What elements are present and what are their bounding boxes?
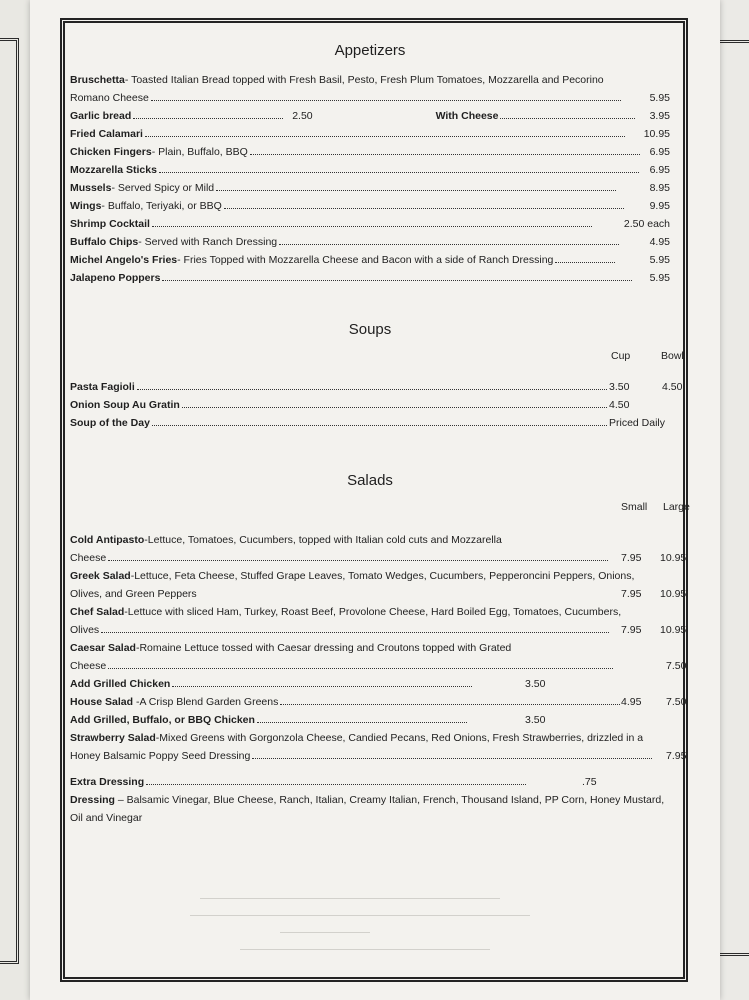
item-name: Pasta Fagioli xyxy=(70,381,135,393)
item-name: Caesar Salad xyxy=(70,642,136,654)
cup-price: 3.50 xyxy=(609,381,630,393)
menu-item-garlic-bread xyxy=(70,107,670,125)
salads-column-headers xyxy=(70,501,690,519)
right-page-border xyxy=(717,40,749,956)
item-desc: -Lettuce, Feta Cheese, Stuffed Grape Leaves, Tomato Wedges, Cucumbers, Pepperoncini Peppers, Onions, xyxy=(130,570,635,582)
large-price: 10.95 xyxy=(660,588,687,600)
item-name: Wings xyxy=(70,200,102,212)
large-price: 10.95 xyxy=(660,552,687,564)
soup-onion-au-gratin xyxy=(70,396,670,414)
item-price: 6.95 xyxy=(649,146,670,158)
item-price: 9.95 xyxy=(649,200,670,212)
item-desc-cont: Cheese xyxy=(70,660,107,672)
salad-house xyxy=(70,693,687,711)
salad-extra-dressing xyxy=(70,773,670,791)
salad-add-bbq-chicken xyxy=(70,711,670,729)
menu-item-fried-calamari xyxy=(70,125,670,143)
item-name: Add Grilled Chicken xyxy=(70,678,171,690)
menu-item-jalapeno-poppers xyxy=(70,269,670,287)
item-price: 2.50 xyxy=(292,110,313,122)
salad-strawberry xyxy=(70,729,670,747)
item-desc: - Fries Topped with Mozzarella Cheese and Bacon with a side of Ranch Dressing xyxy=(177,254,554,266)
item-name: Dressing xyxy=(70,794,115,806)
item-name: Shrimp Cocktail xyxy=(70,218,150,230)
item-desc-cont: Honey Balsamic Poppy Seed Dressing xyxy=(70,750,251,762)
menu-item-shrimp-cocktail xyxy=(70,215,670,233)
item-name: Buffalo Chips xyxy=(70,236,139,248)
soup-of-the-day xyxy=(70,414,670,432)
item-name: Garlic bread xyxy=(70,110,132,122)
cup-price: Priced Daily xyxy=(609,417,666,429)
item-desc-cont: Olives xyxy=(70,624,100,636)
salad-strawberry-cont xyxy=(70,747,687,765)
item-desc: -Lettuce, Tomatoes, Cucumbers, topped with Italian cold cuts and Mozzarella xyxy=(144,534,502,546)
item-name: Onion Soup Au Gratin xyxy=(70,399,180,411)
item-name: Jalapeno Poppers xyxy=(70,272,161,284)
left-page-border xyxy=(0,38,19,964)
bleed-through-text xyxy=(180,882,560,950)
bowl-price: 4.50 xyxy=(662,381,683,393)
bowl-header: Bowl xyxy=(661,350,684,362)
large-price: 7.95 xyxy=(666,750,687,762)
small-price: 4.95 xyxy=(621,696,642,708)
item-price: 2.50 each xyxy=(623,218,670,230)
item-name: Michel Angelo's Fries xyxy=(70,254,178,266)
soups-title: Soups xyxy=(348,321,392,338)
item-name: Mozzarella Sticks xyxy=(70,164,157,176)
large-price: 7.50 xyxy=(666,660,687,672)
menu-content xyxy=(70,30,690,827)
salad-caesar-cont xyxy=(70,657,687,675)
item-desc: -Mixed Greens with Gorgonzola Cheese, Candied Pecans, Red Onions, Fresh Strawberries, drizzled in a xyxy=(155,732,644,744)
menu-item-buffalo-chips xyxy=(70,233,670,251)
salad-chef-cont xyxy=(70,621,687,639)
item-desc: - Served with Ranch Dressing xyxy=(138,236,278,248)
item-price: 6.95 xyxy=(649,164,670,176)
item-desc: - Toasted Italian Bread topped with Fresh Basil, Pesto, Fresh Plum Tomatoes, Mozzarella and Pecorino xyxy=(124,74,604,86)
item-desc: - Buffalo, Teriyaki, or BBQ xyxy=(101,200,222,212)
item-name: Mussels xyxy=(70,182,112,194)
menu-item-mussels xyxy=(70,179,670,197)
salad-cold-antipasto xyxy=(70,531,670,549)
salad-dressing-options xyxy=(70,791,670,827)
item-name: Add Grilled, Buffalo, or BBQ Chicken xyxy=(70,714,255,726)
menu-item-wings xyxy=(70,197,670,215)
menu-item-bruschetta-cont xyxy=(70,89,670,107)
item-name: Chef Salad xyxy=(70,606,125,618)
salad-greek xyxy=(70,567,670,585)
small-price: 7.95 xyxy=(621,552,642,564)
menu-item-chicken-fingers xyxy=(70,143,670,161)
item-desc-cont: Olives, and Green Peppers xyxy=(70,588,197,600)
item-name: Chicken Fingers xyxy=(70,146,152,158)
item-name: Extra Dressing xyxy=(70,776,145,788)
item-name: Strawberry Salad xyxy=(70,732,156,744)
menu-item-michel-angelos-fries xyxy=(70,251,670,269)
item-name: Soup of the Day xyxy=(70,417,150,429)
item-desc-cont: Romano Cheese xyxy=(70,92,149,104)
item-desc: - Plain, Buffalo, BBQ xyxy=(151,146,248,158)
item-desc: -A Crisp Blend Garden Greens xyxy=(133,696,279,708)
large-price: 10.95 xyxy=(660,624,687,636)
cup-header: Cup xyxy=(611,350,631,362)
small-price: 7.95 xyxy=(621,624,642,636)
addon-price: 3.50 xyxy=(525,678,546,690)
item-desc: -Lettuce with sliced Ham, Turkey, Roast Beef, Provolone Cheese, Hard Boiled Egg, Tomatoes, Cucumbers, xyxy=(124,606,622,618)
item-desc: – Balsamic Vinegar, Blue Cheese, Ranch, Italian, Creamy Italian, French, Thousand Island, PP Corn, Honey Mustard, Oil and Vinegar xyxy=(70,794,665,824)
item-price-with-cheese: 3.95 xyxy=(649,110,670,122)
addon-price: .75 xyxy=(582,776,597,788)
item-price: 8.95 xyxy=(649,182,670,194)
item-price: 10.95 xyxy=(643,128,670,140)
large-price: 7.50 xyxy=(666,696,687,708)
item-price: 4.95 xyxy=(649,236,670,248)
menu-item-mozzarella-sticks xyxy=(70,161,670,179)
cup-price: 4.50 xyxy=(609,399,630,411)
item-name: Fried Calamari xyxy=(70,128,143,140)
appetizers-title: Appetizers xyxy=(334,42,406,59)
salad-cold-antipasto-cont xyxy=(70,549,687,567)
item-name: Bruschetta xyxy=(70,74,125,86)
soups-column-headers xyxy=(70,350,684,368)
with-cheese-label: With Cheese xyxy=(435,110,499,122)
salads-title: Salads xyxy=(347,472,393,489)
item-name: Greek Salad xyxy=(70,570,131,582)
small-header: Small xyxy=(621,501,648,513)
item-name: House Salad xyxy=(70,696,134,708)
item-price: 5.95 xyxy=(649,92,670,104)
menu-page xyxy=(30,0,720,1000)
salad-add-grilled-chicken xyxy=(70,675,670,693)
item-desc-cont: Cheese xyxy=(70,552,107,564)
menu-item-bruschetta xyxy=(70,71,670,89)
item-price: 5.95 xyxy=(649,272,670,284)
addon-price: 3.50 xyxy=(525,714,546,726)
item-desc: -Romaine Lettuce tossed with Caesar dressing and Croutons topped with Grated xyxy=(135,642,512,654)
item-price: 5.95 xyxy=(649,254,670,266)
salad-caesar xyxy=(70,639,670,657)
item-desc: - Served Spicy or Mild xyxy=(111,182,215,194)
item-name: Cold Antipasto xyxy=(70,534,145,546)
soup-pasta-fagioli xyxy=(70,378,683,396)
small-price: 7.95 xyxy=(621,588,642,600)
salad-greek-cont xyxy=(70,585,687,603)
large-header: Large xyxy=(663,501,690,513)
salad-chef xyxy=(70,603,670,621)
